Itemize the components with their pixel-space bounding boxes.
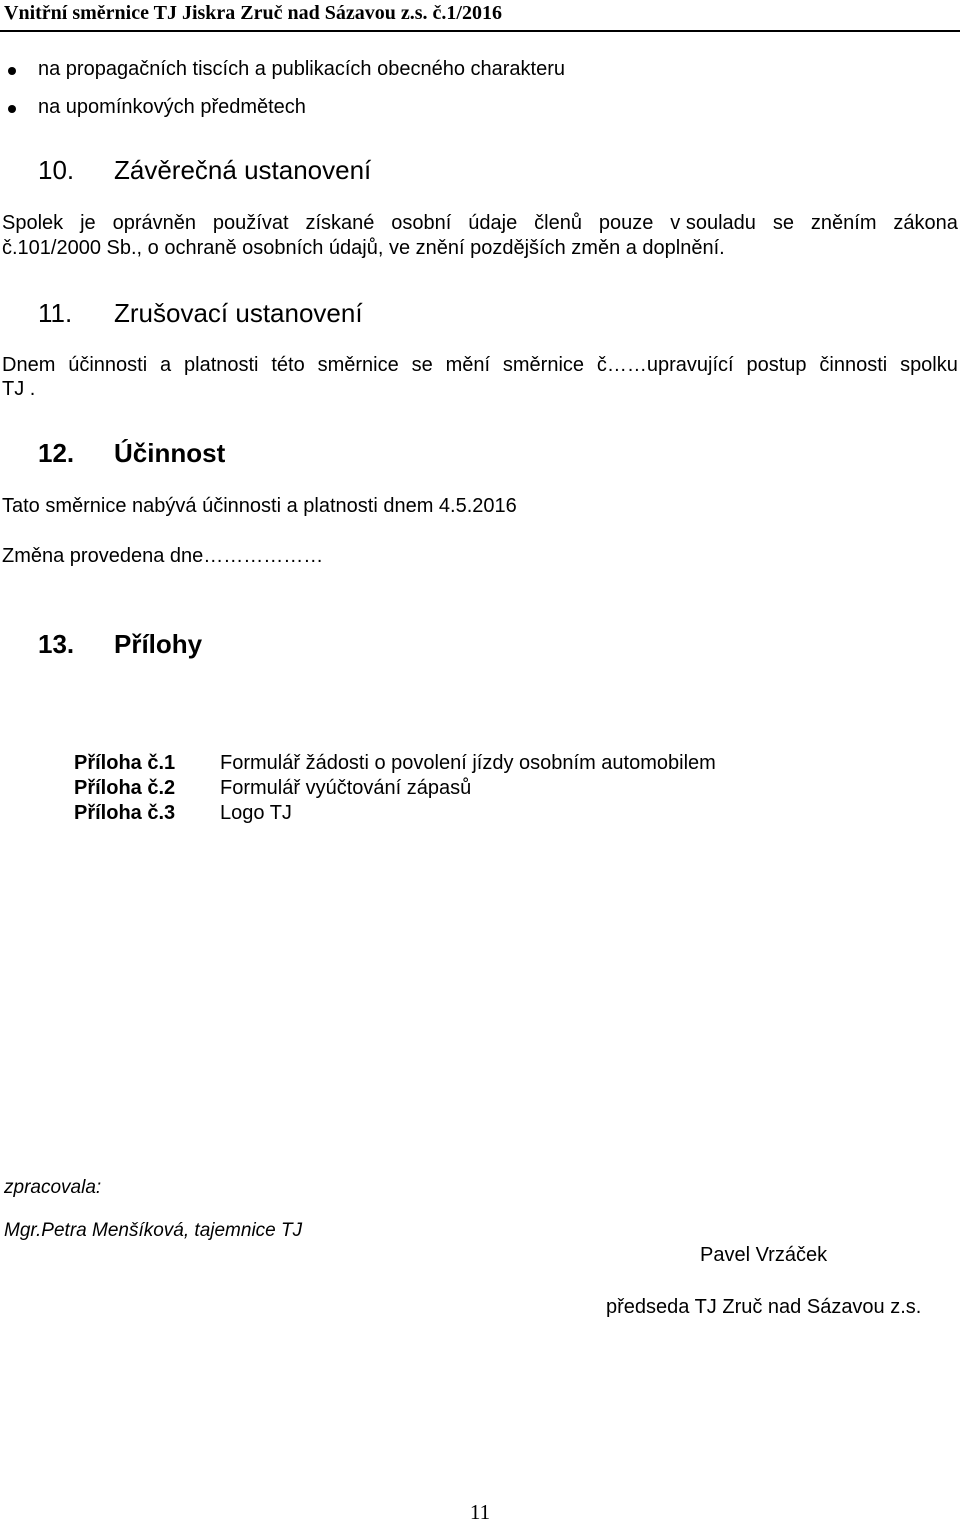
word: osobní — [391, 212, 452, 234]
word: zákona — [893, 212, 958, 234]
section-heading-11 — [38, 298, 638, 330]
word: zněním — [810, 212, 877, 234]
list-item — [38, 96, 306, 119]
word: pouze — [598, 212, 654, 234]
word: je — [80, 212, 96, 234]
section12-line2: Změna provedena dne……………… — [2, 545, 324, 567]
section-number: 12. — [38, 438, 75, 468]
prepared-by-label: zpracovala: — [4, 1177, 102, 1198]
attachment-desc: Formulář žádosti o povolení jízdy osobním automobilem — [220, 752, 716, 774]
word: a — [160, 354, 172, 376]
attachment-label: Příloha č.3 — [74, 802, 176, 824]
chair-name: Pavel Vrzáček — [700, 1244, 828, 1266]
section-heading-12 — [38, 438, 638, 470]
word: členů — [534, 212, 582, 234]
section-number: 10. — [38, 155, 75, 185]
list-item-text: na upomínkových předmětech — [38, 96, 306, 118]
section-number: 13. — [38, 629, 75, 659]
section11-line1 — [2, 354, 958, 377]
word: se — [772, 212, 794, 234]
word: údaje — [468, 212, 518, 234]
section-title: Zrušovací ustanovení — [114, 298, 363, 328]
attachment-desc: Logo TJ — [220, 802, 292, 824]
section10-line2: č.101/2000 Sb., o ochraně osobních údajů, ve znění pozdějších změn a doplnění. — [2, 237, 725, 259]
header-rule — [0, 30, 960, 32]
section-heading-13 — [38, 629, 638, 661]
prepared-by-name: Mgr.Petra Menšíková, tajemnice TJ — [4, 1220, 303, 1241]
list-item — [38, 58, 565, 81]
section-title: Závěrečná ustanovení — [114, 155, 372, 185]
word: účinnosti — [68, 354, 148, 376]
word: činnosti — [819, 354, 888, 376]
word: postup — [746, 354, 807, 376]
section-title: Účinnost — [114, 438, 226, 468]
section-heading-10 — [38, 155, 638, 187]
word: mění — [445, 354, 491, 376]
word: získané — [305, 212, 375, 234]
bullet-icon — [8, 105, 16, 113]
document-header: Vnitřní směrnice TJ Jiskra Zruč nad Sázavou z.s. č.1/2016 — [4, 2, 502, 24]
section-number: 11. — [38, 298, 73, 328]
word: platnosti — [184, 354, 259, 376]
bullet-icon — [8, 67, 16, 75]
word: v souladu — [670, 212, 756, 234]
attachment-label: Příloha č.1 — [74, 752, 176, 774]
attachment-desc: Formulář vyúčtování zápasů — [220, 777, 472, 799]
word: této — [271, 354, 305, 376]
word: spolku — [900, 354, 958, 376]
section11-line2: TJ . — [2, 378, 36, 400]
word: Spolek — [2, 212, 64, 234]
word: směrnice — [317, 354, 399, 376]
word: č……upravující — [596, 354, 734, 376]
page-number: 11 — [469, 1500, 491, 1524]
section12-line1: Tato směrnice nabývá účinnosti a platnosti dnem 4.5.2016 — [2, 495, 517, 517]
word: používat — [212, 212, 289, 234]
attachment-label: Příloha č.2 — [74, 777, 176, 799]
word: oprávněn — [112, 212, 196, 234]
chair-title: předseda TJ Zruč nad Sázavou z.s. — [606, 1296, 922, 1318]
word: se — [411, 354, 433, 376]
word: Dnem — [2, 354, 56, 376]
word: směrnice — [502, 354, 585, 376]
section10-line1 — [2, 212, 958, 235]
list-item-text: na propagačních tiscích a publikacích obecného charakteru — [38, 58, 566, 80]
section-title: Přílohy — [114, 629, 203, 659]
